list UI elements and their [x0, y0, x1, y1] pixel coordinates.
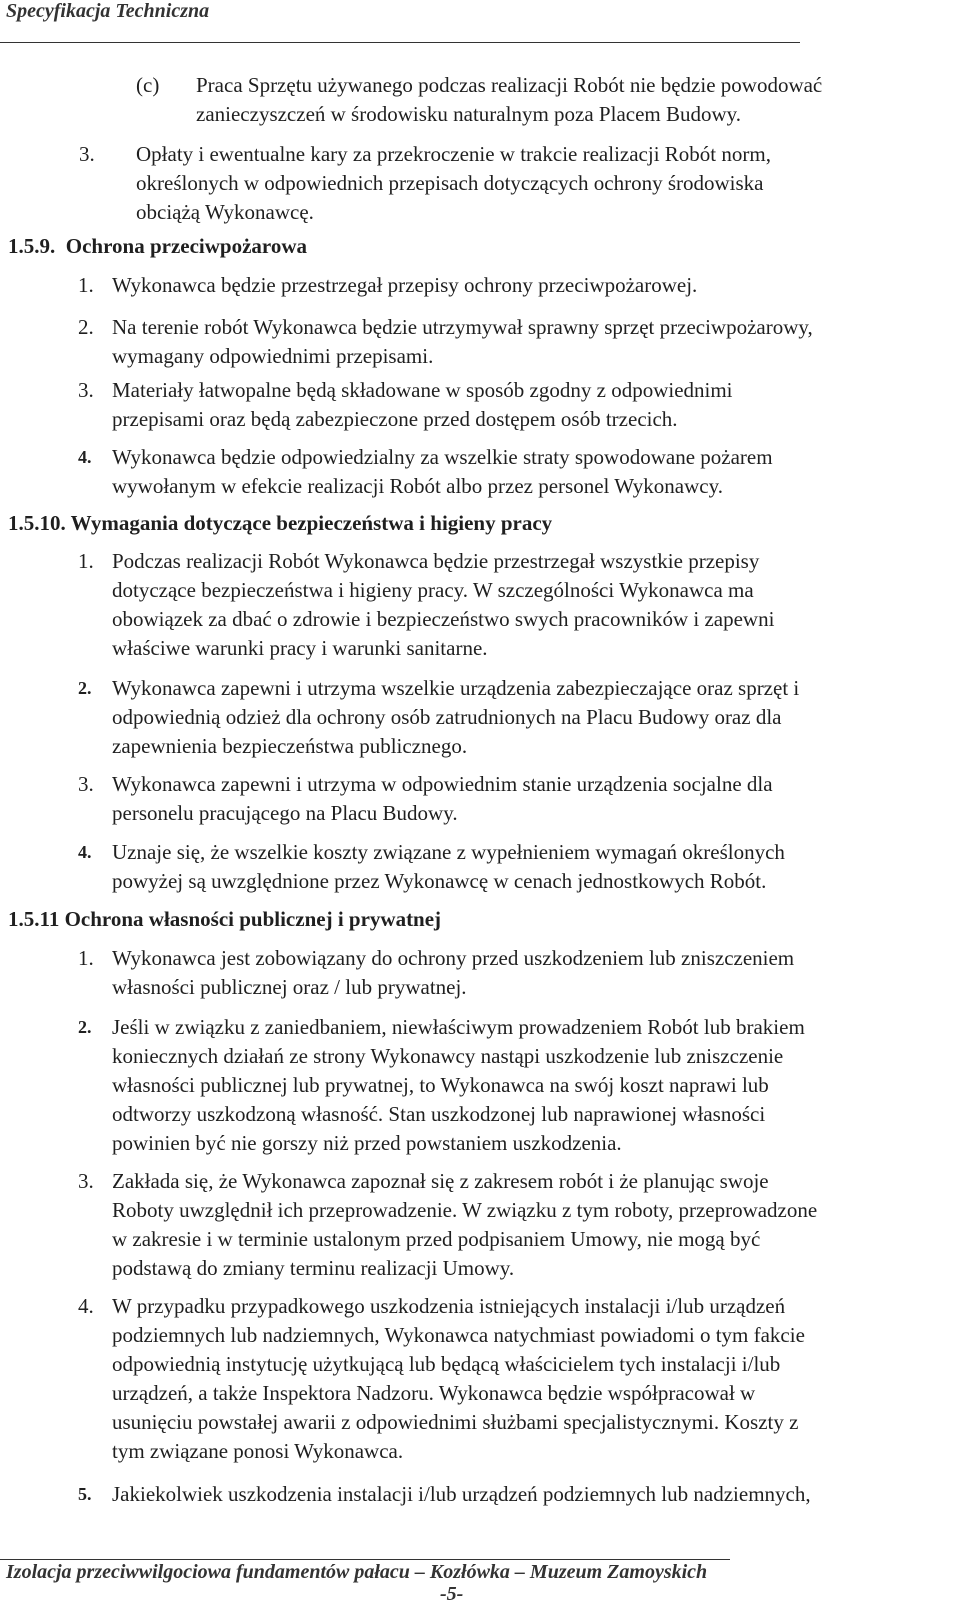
s1510-item-2-line-2: odpowiednią odzież dla ochrony osób zatrudnionych na Placu Budowy oraz dla: [112, 705, 782, 729]
s1511-item-4-line-1: W przypadku przypadkowego uszkodzenia istniejących instalacji i/lub urządzeń: [112, 1294, 786, 1318]
s1511-item-1-marker: 1.: [78, 946, 94, 970]
s1510-item-3-line-1: Wykonawca zapewni i utrzyma w odpowiednim stanie urządzenia socjalne dla: [112, 772, 773, 796]
s1510-item-2-line-3: zapewnienia bezpieczeństwa publicznego.: [112, 734, 468, 758]
s159-item-2-marker: 2.: [78, 315, 94, 339]
s1511-item-4-line-3: odpowiednią instytucję użytkującą lub będącą właścicielem tych instalacji i/lub: [112, 1352, 781, 1376]
section-1510-heading: 1.5.10. Wymagania dotyczące bezpieczeństwa i higieny pracy: [8, 511, 553, 535]
s1511-item-2-line-4: odtworzy uszkodzoną własność. Stan uszkodzonej lub naprawionej własności: [112, 1102, 766, 1126]
s1511-item-2-marker: 2.: [78, 1017, 92, 1037]
section-159-heading: 1.5.9. Ochrona przeciwpożarowa: [8, 234, 308, 258]
s1510-item-2-line-1: Wykonawca zapewni i utrzyma wszelkie urządzenia zabezpieczające oraz sprzęt i: [112, 676, 800, 700]
s159-item-2-line-1: Na terenie robót Wykonawca będzie utrzymywał sprawny sprzęt przeciwpożarowy,: [112, 315, 813, 339]
s1511-item-2-line-5: powinien być nie gorszy niż przed powstaniem uszkodzenia.: [112, 1131, 622, 1155]
header-title: Specyfikacja Techniczna: [6, 0, 210, 22]
s1510-item-4-line-2: powyżej są uwzględnione przez Wykonawcę w cenach jednostkowych Robót.: [112, 869, 767, 893]
s1510-item-2-marker: 2.: [78, 678, 92, 698]
s159-item-3-line-2: przepisami oraz będą zabezpieczone przed dostępem osób trzecich.: [112, 407, 678, 431]
s1511-item-3-marker: 3.: [78, 1169, 94, 1193]
s1510-item-1-line-1: Podczas realizacji Robót Wykonawca będzie przestrzegał wszystkie przepisy: [112, 549, 760, 573]
s1511-item-3-line-3: w zakresie i w terminie ustalonym przed podpisaniem Umowy, nie mogą być: [112, 1227, 761, 1251]
item-3-marker: 3.: [79, 142, 95, 166]
s1510-item-1-line-3: obowiązek za dbać o zdrowie i bezpieczeństwo swych pracowników i zapewni: [112, 607, 775, 631]
s159-item-4-marker: 4.: [78, 447, 92, 467]
s1511-item-1-line-1: Wykonawca jest zobowiązany do ochrony przed uszkodzeniem lub zniszczeniem: [112, 946, 795, 970]
section-1511-heading: 1.5.11 Ochrona własności publicznej i prywatnej: [8, 907, 442, 931]
s159-item-4-line-2: wywołanym w efekcie realizacji Robót albo przez personel Wykonawcy.: [112, 474, 723, 498]
s1511-item-5-line-1: Jakiekolwiek uszkodzenia instalacji i/lub urządzeń podziemnych lub nadziemnych,: [112, 1482, 811, 1506]
s1510-item-1-marker: 1.: [78, 549, 94, 573]
item-3-line-2: określonych w odpowiednich przepisach dotyczących ochrony środowiska: [136, 171, 764, 195]
footer-rule: [0, 1559, 730, 1560]
s1511-item-2-line-2: koniecznych działań ze strony Wykonawcy nastąpi uszkodzenie lub zniszczenie: [112, 1044, 784, 1068]
s1510-item-3-marker: 3.: [78, 772, 94, 796]
item-3-line-3: obciążą Wykonawcę.: [136, 200, 314, 224]
item-3-line-1: Opłaty i ewentualne kary za przekroczenie w trakcie realizacji Robót norm,: [136, 142, 771, 166]
s159-item-3-line-1: Materiały łatwopalne będą składowane w sposób zgodny z odpowiednimi: [112, 378, 733, 402]
s1511-item-4-line-6: tym związane ponosi Wykonawca.: [112, 1439, 404, 1463]
s159-item-2-line-2: wymagany odpowiednimi przepisami.: [112, 344, 434, 368]
s1511-item-3-line-2: Roboty uwzględnił ich przeprowadzenie. W związku z tym roboty, przeprowadzone: [112, 1198, 818, 1222]
s1511-item-2-line-1: Jeśli w związku z zaniedbaniem, niewłaściwym prowadzeniem Robót lub brakiem: [112, 1015, 805, 1039]
s1510-item-1-line-2: dotyczące bezpieczeństwa i higieny pracy. W szczególności Wykonawca ma: [112, 578, 754, 602]
header-rule: [0, 42, 800, 43]
s1511-item-4-line-4: urządzeń, a także Inspektora Nadzoru. Wykonawca będzie współpracował w: [112, 1381, 756, 1405]
s1510-item-4-marker: 4.: [78, 842, 92, 862]
s159-item-1-marker: 1.: [78, 273, 94, 297]
s1511-item-4-line-2: podziemnych lub nadziemnych, Wykonawca natychmiast powiadomi o tym fakcie: [112, 1323, 805, 1347]
s1510-item-4-line-1: Uznaje się, że wszelkie koszty związane z wypełnieniem wymagań określonych: [112, 840, 785, 864]
item-c-line-1: Praca Sprzętu używanego podczas realizacji Robót nie będzie powodować: [196, 73, 823, 97]
s1511-item-5-marker: 5.: [78, 1484, 92, 1504]
s1511-item-2-line-3: własności publicznej lub prywatnej, to Wykonawca na swój koszt naprawi lub: [112, 1073, 769, 1097]
s1510-item-1-line-4: właściwe warunki pracy i warunki sanitarne.: [112, 636, 488, 660]
item-c-marker: (c): [136, 73, 160, 97]
page-number: -5-: [440, 1583, 464, 1605]
footer-title: Izolacja przeciwwilgociowa fundamentów pałacu – Kozłówka – Muzeum Zamoyskich: [6, 1561, 708, 1583]
s1511-item-3-line-4: podstawą do zmiany terminu realizacji Umowy.: [112, 1256, 515, 1280]
s1510-item-3-line-2: personelu pracującego na Placu Budowy.: [112, 801, 458, 825]
item-c-line-2: zanieczyszczeń w środowisku naturalnym poza Placem Budowy.: [196, 102, 742, 126]
s1511-item-4-line-5: usunięciu powstałej awarii z odpowiednimi służbami specjalistycznymi. Koszty z: [112, 1410, 799, 1434]
s1511-item-4-marker: 4.: [78, 1294, 94, 1318]
s1511-item-1-line-2: własności publicznej oraz / lub prywatnej.: [112, 975, 467, 999]
s159-item-3-marker: 3.: [78, 378, 94, 402]
s159-item-4-line-1: Wykonawca będzie odpowiedzialny za wszelkie straty spowodowane pożarem: [112, 445, 773, 469]
s159-item-1-line-1: Wykonawca będzie przestrzegał przepisy ochrony przeciwpożarowej.: [112, 273, 698, 297]
s1511-item-3-line-1: Zakłada się, że Wykonawca zapoznał się z zakresem robót i że planując swoje: [112, 1169, 769, 1193]
